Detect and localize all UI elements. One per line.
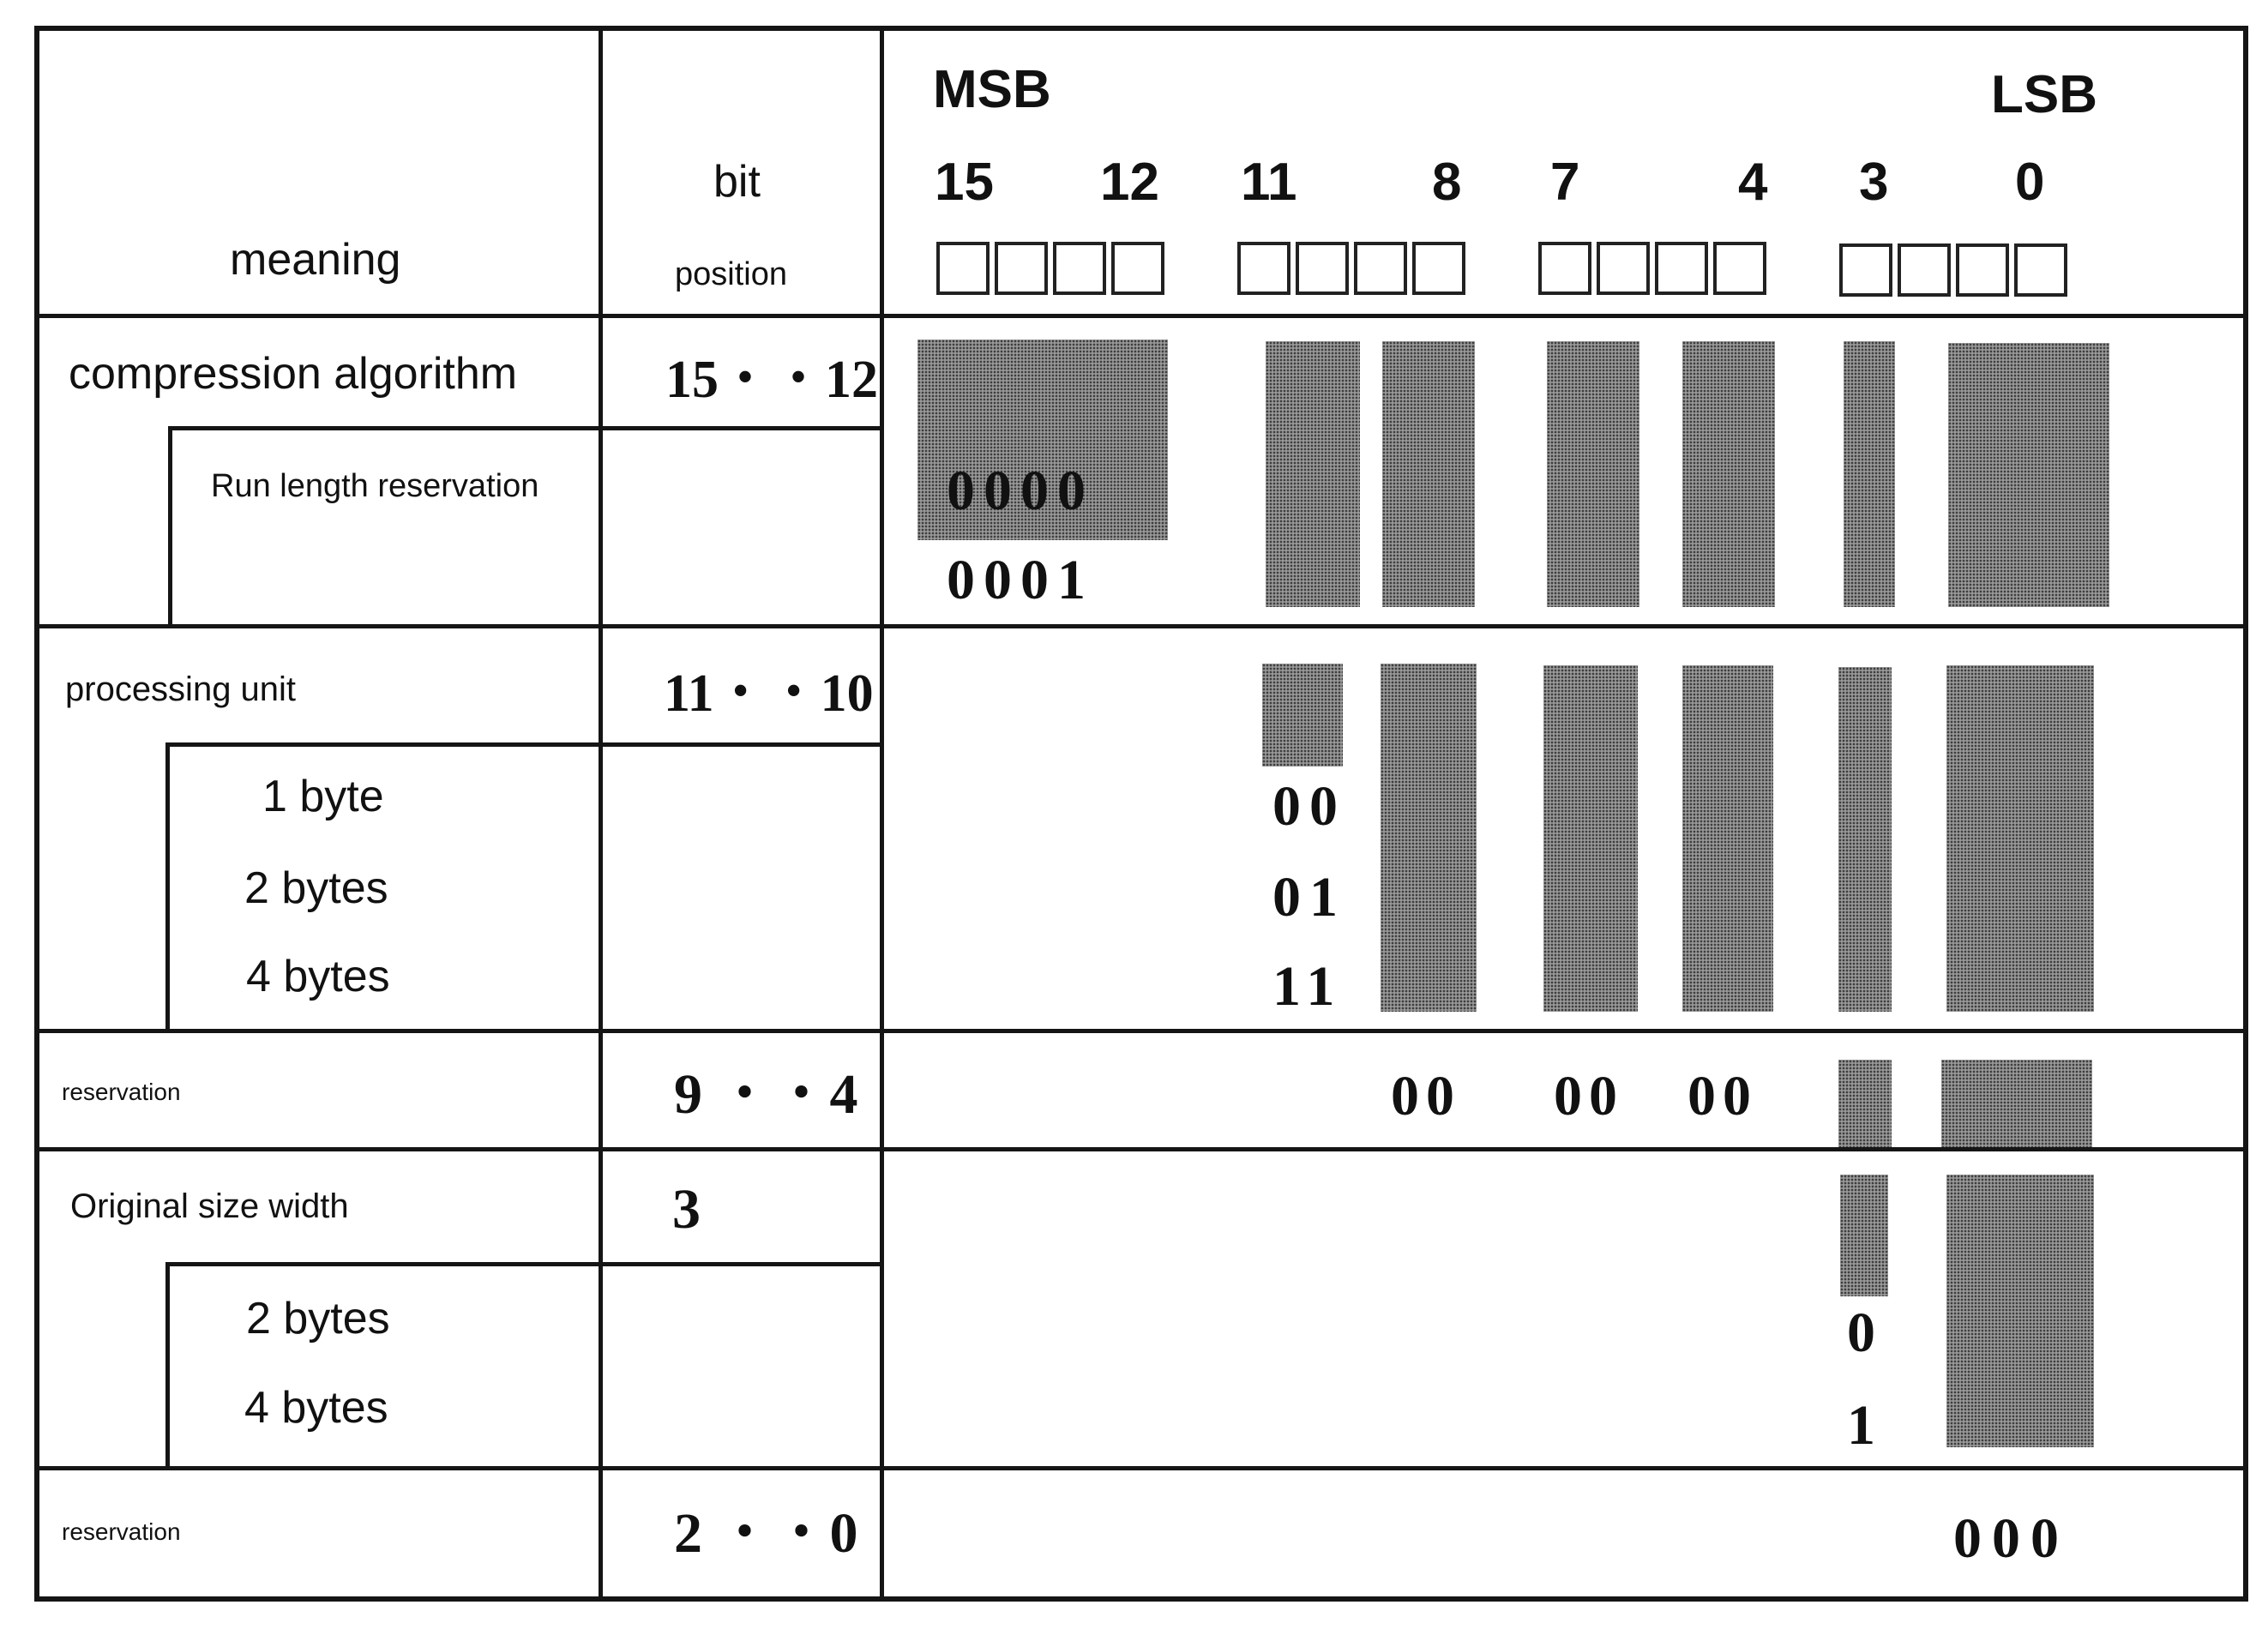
divider-bit-diagram (880, 26, 884, 1602)
bit-box-12 (1111, 242, 1164, 295)
bit-box-14 (995, 242, 1048, 295)
bit-box-10 (1296, 242, 1349, 295)
shade-processing-7-6 (1543, 665, 1638, 1012)
divider-meaning-bit (599, 26, 603, 1602)
shade-reservation-2-0 (1941, 1060, 2092, 1147)
shade-reservation-3 (1838, 1060, 1892, 1147)
reservation-2-0-code: 000 (1953, 1507, 2069, 1570)
shade-compression-11 (1266, 341, 1360, 607)
shade-original-size-2-0 (1946, 1175, 2094, 1447)
subframe-original-left (165, 1262, 170, 1468)
original-size-option-4-bytes: 4 bytes (244, 1383, 388, 1433)
bit-box-5 (1655, 242, 1708, 295)
processing-code-00: 00 (1272, 775, 1346, 838)
shade-processing-3 (1838, 667, 1892, 1012)
header-msb: MSB (933, 60, 1051, 119)
compression-sub-label: Run length reservation (211, 468, 539, 504)
subframe-processing-top (165, 742, 884, 747)
shade-original-size-3 (1840, 1175, 1888, 1296)
bit-number-7: 7 (1550, 153, 1580, 212)
shade-processing-9-8 (1381, 664, 1477, 1012)
compression-label: compression algorithm (69, 349, 518, 399)
compression-code-0000: 0000 (947, 460, 1094, 522)
reservation-2-0-bits: 2 ・・0 (674, 1502, 858, 1565)
bit-box-0 (2014, 243, 2067, 297)
header-position: position (675, 256, 787, 292)
row-divider-processing (34, 1029, 2248, 1033)
bit-number-4: 4 (1738, 153, 1768, 212)
bit-box-13 (1053, 242, 1106, 295)
original-size-option-2-bytes: 2 bytes (246, 1294, 390, 1343)
row-divider-compression (34, 624, 2248, 628)
processing-code-01: 01 (1272, 866, 1346, 929)
original-size-bits: 3 (672, 1178, 701, 1241)
shade-compression-2-0 (1948, 343, 2109, 607)
processing-option-4-bytes: 4 bytes (246, 952, 390, 1001)
shade-compression-7-6 (1547, 341, 1639, 607)
bit-box-4 (1713, 242, 1766, 295)
original-size-code-0: 0 (1847, 1301, 1875, 1364)
subframe-original-top (165, 1262, 884, 1266)
bit-number-11: 11 (1241, 153, 1297, 212)
original-size-label: Original size width (70, 1187, 349, 1225)
header-meaning: meaning (230, 235, 401, 285)
reservation-2-0-label: reservation (62, 1518, 181, 1545)
row-divider-reservation-1 (34, 1147, 2248, 1151)
shade-processing-11-10 (1262, 664, 1343, 766)
bit-box-11 (1237, 242, 1290, 295)
bit-box-1 (1956, 243, 2009, 297)
shade-processing-2-0 (1946, 665, 2094, 1012)
shade-compression-9-8 (1382, 341, 1475, 607)
reservation-9-4-label: reservation (62, 1079, 181, 1105)
bit-box-6 (1597, 242, 1650, 295)
shade-compression-5-4 (1682, 341, 1775, 607)
bit-number-15: 15 (935, 153, 994, 212)
compression-code-0001: 0001 (947, 549, 1094, 611)
processing-bits: 11・・10 (664, 664, 874, 723)
bit-box-8 (1412, 242, 1465, 295)
subframe-compression-left (168, 426, 172, 627)
row-divider-header (34, 314, 2248, 318)
reservation-code-7-6: 00 (1554, 1065, 1624, 1127)
bit-number-12: 12 (1100, 153, 1159, 212)
reservation-code-5-4: 00 (1687, 1065, 1758, 1127)
bit-number-3: 3 (1859, 153, 1889, 212)
bit-box-15 (936, 242, 990, 295)
header-bit: bit (713, 157, 761, 207)
processing-label: processing unit (65, 670, 297, 708)
shade-compression-3 (1844, 341, 1895, 607)
bit-box-7 (1538, 242, 1591, 295)
reservation-code-9-8: 00 (1391, 1065, 1461, 1127)
subframe-processing-left (165, 742, 170, 1031)
processing-code-11: 11 (1272, 955, 1344, 1018)
bit-box-3 (1839, 243, 1892, 297)
bit-box-9 (1354, 242, 1407, 295)
bit-number-8: 8 (1432, 153, 1462, 212)
processing-option-1-byte: 1 byte (262, 772, 384, 821)
bit-number-0: 0 (2015, 153, 2045, 212)
row-divider-original-size (34, 1466, 2248, 1470)
reservation-9-4-bits: 9 ・・4 (674, 1063, 858, 1126)
bit-box-2 (1898, 243, 1951, 297)
original-size-code-1: 1 (1847, 1394, 1875, 1457)
header-lsb: LSB (1991, 65, 2097, 124)
shade-processing-5-4 (1682, 665, 1773, 1012)
compression-bits: 15・・12 (665, 351, 879, 409)
processing-option-2-bytes: 2 bytes (244, 863, 388, 913)
subframe-compression-top (168, 426, 884, 430)
